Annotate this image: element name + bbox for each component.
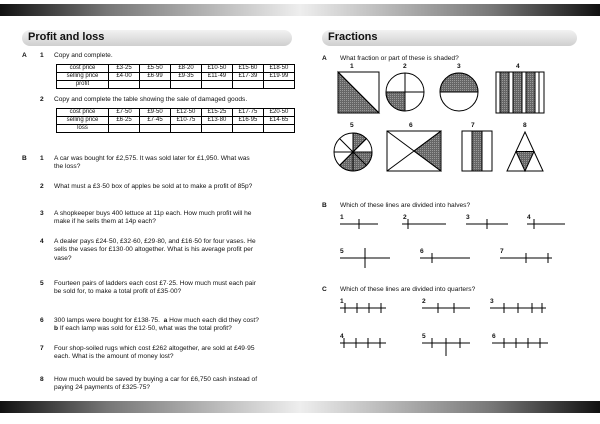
question-number: 4 — [40, 238, 44, 245]
row-label: cost price — [57, 109, 109, 117]
table-cell: £11·49 — [202, 73, 233, 81]
bottom-border — [0, 401, 600, 413]
fractions-section-a-question: What fraction or part of these is shaded? — [340, 55, 459, 62]
question-number: 1 — [40, 155, 44, 162]
table-cell: £7·50 — [109, 109, 140, 117]
quarters-line-6 — [492, 338, 548, 348]
left-page-title: Profit and loss — [28, 31, 105, 43]
right-page-title: Fractions — [328, 31, 378, 43]
table-cell: £4·00 — [109, 73, 140, 81]
q2-number: 2 — [40, 96, 44, 103]
question-line: A car was bought for £2,575. It was sold later for £1,950. What was — [54, 155, 250, 162]
table-cell: £13·80 — [202, 117, 233, 125]
row-label: selling price — [57, 73, 109, 81]
table-cell: £19·99 — [264, 73, 295, 81]
quarters-line-2 — [422, 303, 470, 313]
line-number: 3 — [490, 298, 494, 305]
table-cell: £18·50 — [264, 65, 295, 73]
question-line: sells the vases for £130·00 altogether. What is his average profit per — [54, 246, 254, 254]
table-cell: £16·95 — [233, 117, 264, 125]
question-line: paying 24 payments of £325·75? — [54, 384, 151, 392]
fractions-section-c-letter: C — [322, 286, 327, 293]
q1-number: 1 — [40, 52, 44, 59]
table-cell: £17·39 — [233, 73, 264, 81]
q6-part-a-text: How much each did they cost? — [169, 317, 259, 324]
table-cell: £7·45 — [140, 117, 171, 125]
quarters-line-3 — [490, 303, 546, 313]
line-number: 1 — [340, 214, 344, 221]
table-cell: £15·60 — [233, 65, 264, 73]
question-line: be sold for, to make a total profit of £35·00? — [54, 288, 182, 296]
question-line: How much would be saved by buying a car for £6,750 cash instead of — [54, 376, 258, 383]
line-number: 7 — [500, 248, 504, 255]
line-number: 4 — [340, 333, 344, 340]
table-cell: £12·50 — [171, 109, 202, 117]
shape-number: 1 — [350, 63, 354, 70]
question-number: 2 — [40, 183, 44, 190]
table-cell: £6·25 — [109, 117, 140, 125]
fractions-section-b-letter: B — [322, 202, 327, 209]
row-label: cost price — [57, 65, 109, 73]
q6-part-b-letter: b — [54, 325, 59, 333]
question-line: the loss? — [54, 163, 81, 171]
quarters-line-1 — [340, 303, 386, 313]
question-line: Fourteen pairs of ladders each cost £7·25. How much must each pair — [54, 280, 256, 287]
table-cell: £5·50 — [140, 65, 171, 73]
shape-number: 3 — [457, 63, 461, 70]
shape-number: 2 — [403, 63, 407, 70]
fractions-section-c-question: Which of these lines are divided into quarters? — [340, 286, 476, 293]
line-number: 6 — [492, 333, 496, 340]
line-number: 2 — [422, 298, 426, 305]
fractions-section-a-letter: A — [322, 55, 327, 62]
table-cell: £9·35 — [171, 73, 202, 81]
table-cell: £15·25 — [202, 109, 233, 117]
question-line: A dealer pays £24·50, £32·60, £29·80, and £16·50 for four vases. He — [54, 238, 256, 245]
row-label: selling price — [57, 117, 109, 125]
question-line: What must a £3·50 box of apples be sold at to make a profit of 85p? — [54, 183, 253, 190]
question-line: make if he sells them at 14p each? — [54, 218, 156, 226]
line-number: 2 — [403, 214, 407, 221]
question-number: 8 — [40, 376, 44, 383]
shape-number: 7 — [471, 122, 475, 129]
shape-number: 4 — [516, 63, 520, 70]
row-label: loss — [57, 125, 109, 133]
section-b-letter: B — [22, 155, 27, 162]
table-cell: £6·99 — [140, 73, 171, 81]
question-line: each. What is the amount of money lost? — [54, 353, 174, 361]
line-number: 6 — [420, 248, 424, 255]
row-label: profit — [57, 81, 109, 89]
quarters-line-4 — [340, 338, 386, 348]
q1-text: Copy and complete. — [54, 52, 113, 59]
table-cell: £9·50 — [140, 109, 171, 117]
q6-line1: 300 lamps were bought for £138·75. — [54, 317, 160, 324]
table-cell: £14·65 — [264, 117, 295, 125]
line-number: 4 — [527, 214, 531, 221]
question-number: 6 — [40, 317, 44, 324]
line-number: 5 — [422, 333, 426, 340]
shape-number: 5 — [350, 122, 354, 129]
quarters-line-5 — [422, 338, 470, 356]
question-number: 5 — [40, 280, 44, 287]
line-number: 1 — [340, 298, 344, 305]
table-cell: £3·25 — [109, 65, 140, 73]
table-cell: £20·50 — [264, 109, 295, 117]
question-number: 7 — [40, 345, 44, 352]
q6-part-a-letter: a — [163, 317, 168, 324]
shape-number: 8 — [523, 122, 527, 129]
line-number: 3 — [466, 214, 470, 221]
question-line: vase? — [54, 254, 72, 262]
section-a-letter: A — [22, 52, 27, 59]
shape-number: 6 — [409, 122, 413, 129]
line-number: 5 — [340, 248, 344, 255]
question-number: 3 — [40, 210, 44, 217]
fractions-section-b-question: Which of these lines are divided into halves? — [340, 202, 471, 209]
question-line: Four shop-soiled rugs which cost £262 altogether, are sold at £49·95 — [54, 345, 255, 352]
q6-part-b-text: If each lamp was sold for £12·50, what was the total profit? — [59, 325, 232, 333]
question-line: A shopkeeper buys 400 lettuce at 11p each. How much profit will he — [54, 210, 252, 217]
q2-text: Copy and complete the table showing the sale of damaged goods. — [54, 96, 248, 103]
table-cell: £8·20 — [171, 65, 202, 73]
table-cell: £10·50 — [202, 65, 233, 73]
table-cell: £17·75 — [233, 109, 264, 117]
table-cell: £10·75 — [171, 117, 202, 125]
